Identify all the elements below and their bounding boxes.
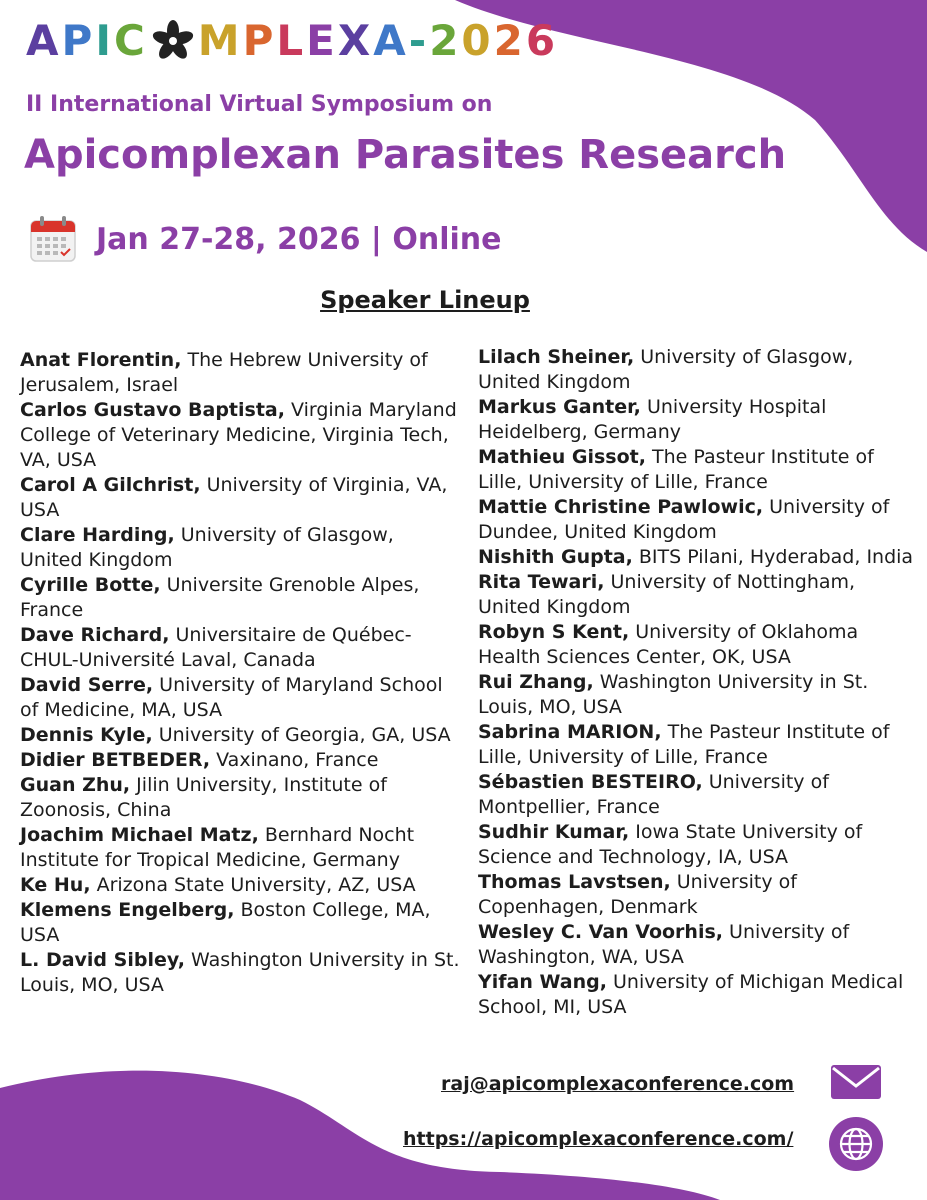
speaker-name: Rita Tewari, bbox=[478, 571, 605, 593]
speaker-entry bbox=[20, 773, 460, 823]
speaker-name: L. David Sibley, bbox=[20, 949, 185, 971]
speaker-entry bbox=[20, 948, 460, 998]
speaker-affiliation: University of Washington, WA, USA bbox=[478, 921, 850, 968]
speaker-affiliation: University of Michigan Medical School, MI, USA bbox=[478, 971, 904, 1018]
speaker-name: Wesley C. Van Voorhis, bbox=[478, 921, 723, 943]
speaker-affiliation: The Pasteur Institute of Lille, University of Lille, France bbox=[478, 446, 874, 493]
speaker-name: Dennis Kyle, bbox=[20, 724, 153, 746]
event-date-row bbox=[28, 214, 501, 264]
speaker-name: Joachim Michael Matz, bbox=[20, 824, 259, 846]
speaker-affiliation: Virginia Maryland College of Veterinary Medicine, Virginia Tech, VA, USA bbox=[20, 399, 457, 471]
speaker-affiliation: University of Georgia, GA, USA bbox=[152, 724, 451, 746]
speaker-name: Robyn S Kent, bbox=[478, 621, 630, 643]
speaker-affiliation: Iowa State University of Science and Technology, IA, USA bbox=[478, 821, 863, 868]
speaker-entry bbox=[20, 573, 460, 623]
speaker-name: Carol A Gilchrist, bbox=[20, 474, 201, 496]
event-date: Jan 27-28, 2026 | Online bbox=[96, 221, 502, 257]
speaker-affiliation: The Hebrew University of Jerusalem, Israel bbox=[20, 349, 428, 396]
speaker-name: Markus Ganter, bbox=[478, 396, 641, 418]
contact-email-link[interactable]: raj@apicomplexaconference.com bbox=[441, 1073, 795, 1095]
speaker-entry bbox=[478, 970, 918, 1020]
speaker-name: Nishith Gupta, bbox=[478, 546, 633, 568]
speaker-affiliation: Washington University in St. Louis, MO, USA bbox=[478, 671, 869, 718]
speaker-name: Sudhir Kumar, bbox=[478, 821, 630, 843]
speaker-name: Clare Harding, bbox=[20, 524, 175, 546]
speaker-affiliation: University of Virginia, VA, USA bbox=[20, 474, 448, 521]
speaker-list-right bbox=[478, 345, 918, 1020]
speaker-entry bbox=[20, 623, 460, 673]
speaker-entry bbox=[478, 670, 918, 720]
speaker-affiliation: University of Maryland School of Medicine, MA, USA bbox=[20, 674, 443, 721]
speaker-affiliation: Bernhard Nocht Institute for Tropical Medicine, Germany bbox=[20, 824, 415, 871]
envelope-icon[interactable] bbox=[830, 1064, 882, 1100]
speaker-entry bbox=[478, 495, 918, 545]
speaker-name: Mattie Christine Pawlowic, bbox=[478, 496, 764, 518]
speaker-name: Anat Florentin, bbox=[20, 349, 182, 371]
speaker-entry bbox=[478, 770, 918, 820]
logo-text-suffix: MPLEXA-2026 bbox=[197, 16, 559, 65]
calendar-icon bbox=[28, 214, 78, 264]
speaker-entry bbox=[20, 398, 460, 473]
conference-logo bbox=[26, 18, 558, 64]
speaker-affiliation: BITS Pilani, Hyderabad, India bbox=[632, 546, 914, 568]
speaker-entry bbox=[20, 898, 460, 948]
speaker-name: Rui Zhang, bbox=[478, 671, 594, 693]
contact-website-link[interactable]: https://apicomplexaconference.com/ bbox=[403, 1128, 794, 1150]
event-title: Apicomplexan Parasites Research bbox=[24, 132, 787, 178]
speaker-entry bbox=[478, 870, 918, 920]
speaker-entry bbox=[478, 345, 918, 395]
speaker-entry bbox=[478, 570, 918, 620]
speaker-affiliation: University of Glasgow, United Kingdom bbox=[20, 524, 394, 571]
speaker-entry bbox=[478, 445, 918, 495]
speaker-name: David Serre, bbox=[20, 674, 154, 696]
speaker-affiliation: Vaxinano, France bbox=[210, 749, 379, 771]
speaker-affiliation: Washington University in St. Louis, MO, USA bbox=[20, 949, 460, 996]
speaker-affiliation: University of Copenhagen, Denmark bbox=[478, 871, 797, 918]
speaker-entry bbox=[478, 545, 918, 570]
speaker-entry bbox=[20, 348, 460, 398]
speaker-name: Sabrina MARION, bbox=[478, 721, 662, 743]
speaker-entry bbox=[478, 720, 918, 770]
speaker-lineup-heading: Speaker Lineup bbox=[320, 286, 530, 314]
speaker-affiliation: University Hospital Heidelberg, Germany bbox=[478, 396, 827, 443]
speaker-affiliation: Arizona State University, AZ, USA bbox=[90, 874, 416, 896]
logo-text-prefix: APIC bbox=[26, 16, 148, 65]
speaker-name: Guan Zhu, bbox=[20, 774, 131, 796]
speaker-name: Sébastien BESTEIRO, bbox=[478, 771, 703, 793]
speaker-name: Cyrille Botte, bbox=[20, 574, 161, 596]
speaker-entry bbox=[478, 820, 918, 870]
speaker-name: Didier BETBEDER, bbox=[20, 749, 211, 771]
speaker-affiliation: Universite Grenoble Alpes, France bbox=[20, 574, 420, 621]
speaker-entry bbox=[20, 823, 460, 873]
globe-icon[interactable] bbox=[829, 1117, 883, 1171]
speaker-name: Klemens Engelberg, bbox=[20, 899, 235, 921]
speaker-affiliation: Jilin University, Institute of Zoonosis, China bbox=[20, 774, 387, 821]
speaker-name: Carlos Gustavo Baptista, bbox=[20, 399, 285, 421]
speaker-affiliation: The Pasteur Institute of Lille, University of Lille, France bbox=[478, 721, 890, 768]
speaker-entry bbox=[20, 723, 460, 748]
speaker-name: Lilach Sheiner, bbox=[478, 346, 635, 368]
speaker-entry bbox=[478, 620, 918, 670]
speaker-entry bbox=[20, 748, 460, 773]
speaker-entry bbox=[478, 920, 918, 970]
speaker-name: Thomas Lavstsen, bbox=[478, 871, 671, 893]
speaker-entry bbox=[20, 673, 460, 723]
speaker-affiliation: University of Nottingham, United Kingdom bbox=[478, 571, 856, 618]
speaker-affiliation: University of Glasgow, United Kingdom bbox=[478, 346, 854, 393]
flower-logo-icon bbox=[151, 19, 195, 63]
speaker-entry bbox=[478, 395, 918, 445]
speaker-affiliation: University of Montpellier, France bbox=[478, 771, 829, 818]
speaker-name: Ke Hu, bbox=[20, 874, 91, 896]
speaker-affiliation: Universitaire de Québec-CHUL-Université Laval, Canada bbox=[20, 624, 412, 671]
speaker-entry bbox=[20, 873, 460, 898]
event-subtitle: II International Virtual Symposium on bbox=[26, 92, 493, 117]
speaker-entry bbox=[20, 523, 460, 573]
speaker-name: Mathieu Gissot, bbox=[478, 446, 646, 468]
speaker-list-left bbox=[20, 348, 460, 998]
speaker-name: Dave Richard, bbox=[20, 624, 170, 646]
speaker-affiliation: Boston College, MA, USA bbox=[20, 899, 431, 946]
speaker-affiliation: University of Dundee, United Kingdom bbox=[478, 496, 890, 543]
speaker-affiliation: University of Oklahoma Health Sciences Center, OK, USA bbox=[478, 621, 859, 668]
speaker-name: Yifan Wang, bbox=[478, 971, 607, 993]
speaker-entry bbox=[20, 473, 460, 523]
